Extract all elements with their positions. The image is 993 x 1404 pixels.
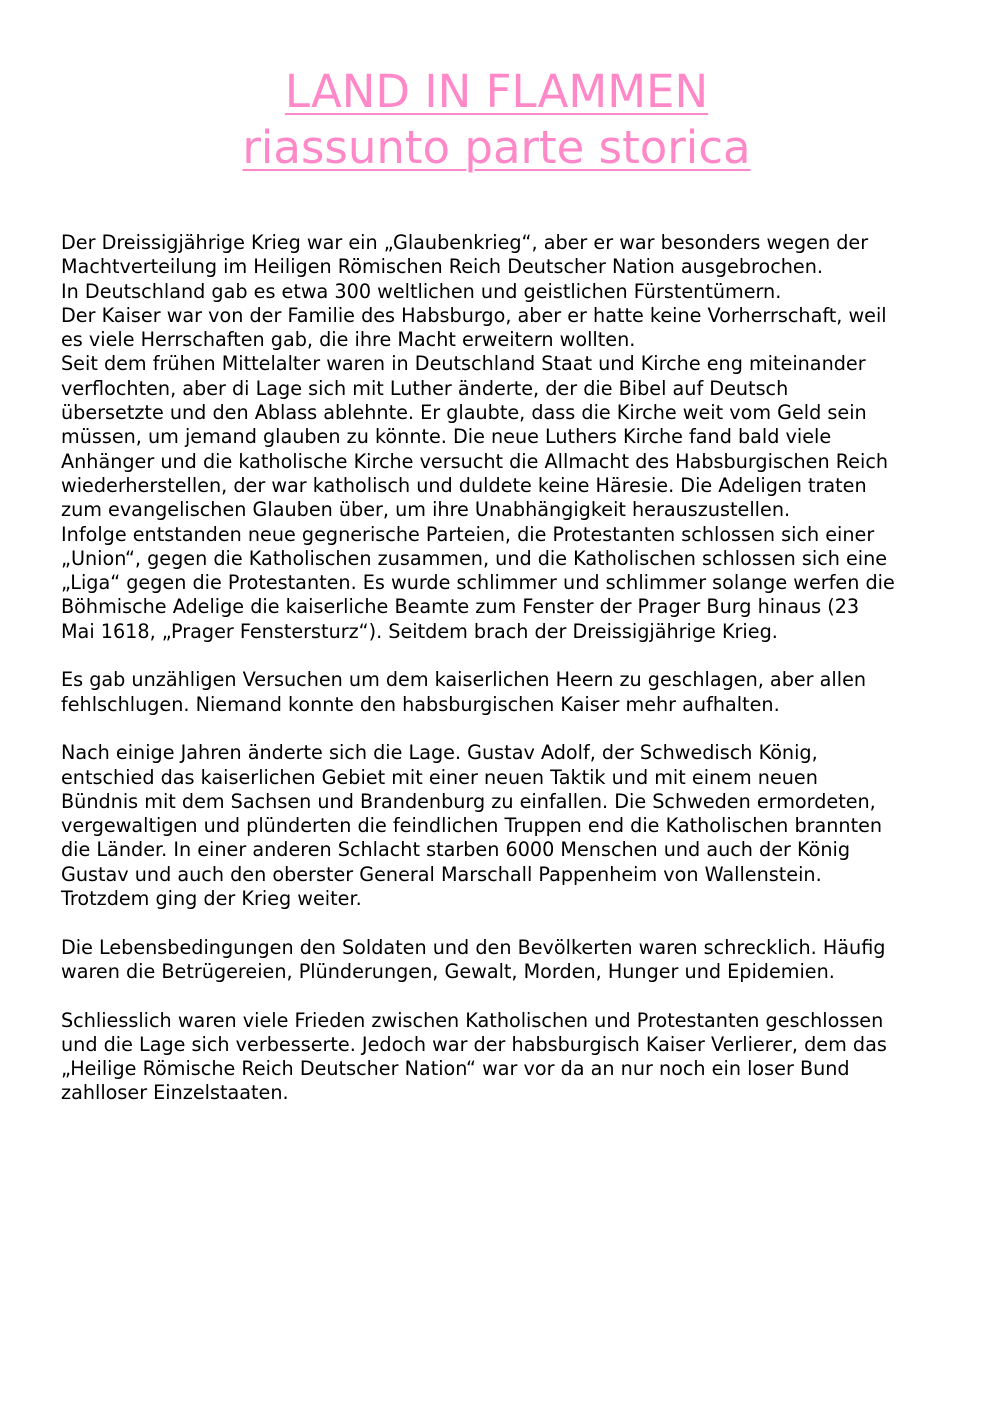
- text-line: Gustav und auch den oberster General Marschall Pappenheim von Wallenstein.: [61, 862, 822, 886]
- text-line: Infolge entstanden neue gegnerische Parteien, die Protestanten schlossen sich einer: [61, 522, 875, 546]
- text-line: übersetzte und den Ablass ablehnte. Er glaubte, dass die Kirche weit vom Geld sein: [61, 401, 867, 425]
- document-body: [61, 231, 941, 1130]
- text-line: verflochten, aber di Lage sich mit Luther änderte, der die Bibel auf Deutsch: [61, 376, 789, 400]
- title-line-2: riassunto parte storica: [242, 121, 751, 174]
- paragraph: [61, 741, 941, 911]
- paragraph: [61, 231, 941, 644]
- text-line: Der Dreissigjährige Krieg war ein „Glaubenkrieg“, aber er war besonders wegen der: [61, 231, 869, 254]
- text-line: Es gab unzähligen Versuchen um dem kaiserlichen Heern zu geschlagen, aber allen: [61, 668, 867, 692]
- text-line: fehlschlugen. Niemand konnte den habsburgischen Kaiser mehr aufhalten.: [61, 692, 780, 716]
- text-line: Die Lebensbedingungen den Soldaten und den Bevölkerten waren schrecklich. Häufig: [61, 935, 886, 959]
- text-line: vergewaltigen und plünderten die feindlichen Truppen end die Katholischen brannten: [61, 814, 883, 838]
- document-title: [0, 64, 993, 176]
- text-line: entschied das kaiserlichen Gebiet mit einer neuen Taktik und mit einem neuen: [61, 765, 818, 789]
- text-line: wiederherstellen, der war katholisch und duldete keine Häresie. Die Adeligen traten: [61, 473, 867, 497]
- text-line: Machtverteilung im Heiligen Römischen Reich Deutscher Nation ausgebrochen.: [61, 255, 823, 279]
- paragraph: [61, 668, 941, 717]
- text-line: Bündnis mit dem Sachsen und Brandenburg zu einfallen. Die Schweden ermordeten,: [61, 789, 876, 813]
- text-line: es viele Herrschaften gab, die ihre Macht erweitern wollten.: [61, 328, 636, 352]
- text-line: Nach einige Jahren änderte sich die Lage. Gustav Adolf, der Schwedisch König,: [61, 741, 818, 765]
- text-line: müssen, um jemand glauben zu könnte. Die neue Luthers Kirche fand bald viele: [61, 425, 832, 449]
- paragraph: [61, 1009, 941, 1106]
- text-line: „Heilige Römische Reich Deutscher Nation“ war vor da an nur noch ein loser Bund: [61, 1057, 850, 1081]
- text-line: Trotzdem ging der Krieg weiter.: [61, 887, 362, 911]
- text-line: waren die Betrügereien, Plünderungen, Gewalt, Morden, Hunger und Epidemien.: [61, 959, 835, 983]
- text-line: Schliesslich waren viele Frieden zwischen Katholischen und Protestanten geschlossen: [61, 1008, 884, 1032]
- text-line: zahlloser Einzelstaaten.: [61, 1081, 289, 1105]
- title-line-1: LAND IN FLAMMEN: [284, 65, 709, 118]
- paragraph: [61, 936, 941, 985]
- text-line: Der Kaiser war von der Familie des Habsburgo, aber er hatte keine Vorherrschaft, weil: [61, 303, 887, 327]
- text-line: „Liga“ gegen die Protestanten. Es wurde schlimmer und schlimmer solange werfen die: [61, 571, 895, 595]
- text-line: Seit dem frühen Mittelalter waren in Deutschland Staat und Kirche eng miteinander: [61, 352, 866, 376]
- text-line: „Union“, gegen die Katholischen zusammen, und die Katholischen schlossen sich eine: [61, 546, 888, 570]
- text-line: Mai 1618, „Prager Fenstersturz“). Seitdem brach der Dreissigjährige Krieg.: [61, 619, 778, 643]
- text-line: In Deutschland gab es etwa 300 weltlichen und geistlichen Fürstentümern.: [61, 279, 782, 303]
- text-line: Anhänger und die katholische Kirche versucht die Allmacht des Habsburgischen Reich: [61, 449, 889, 473]
- text-line: zum evangelischen Glauben über, um ihre Unabhängigkeit herauszustellen.: [61, 498, 791, 522]
- text-line: und die Lage sich verbesserte. Jedoch war der habsburgisch Kaiser Verlierer, dem das: [61, 1032, 887, 1056]
- text-line: die Länder. In einer anderen Schlacht starben 6000 Menschen und auch der König: [61, 838, 851, 862]
- text-line: Böhmische Adelige die kaiserliche Beamte zum Fenster der Prager Burg hinaus (23: [61, 595, 860, 619]
